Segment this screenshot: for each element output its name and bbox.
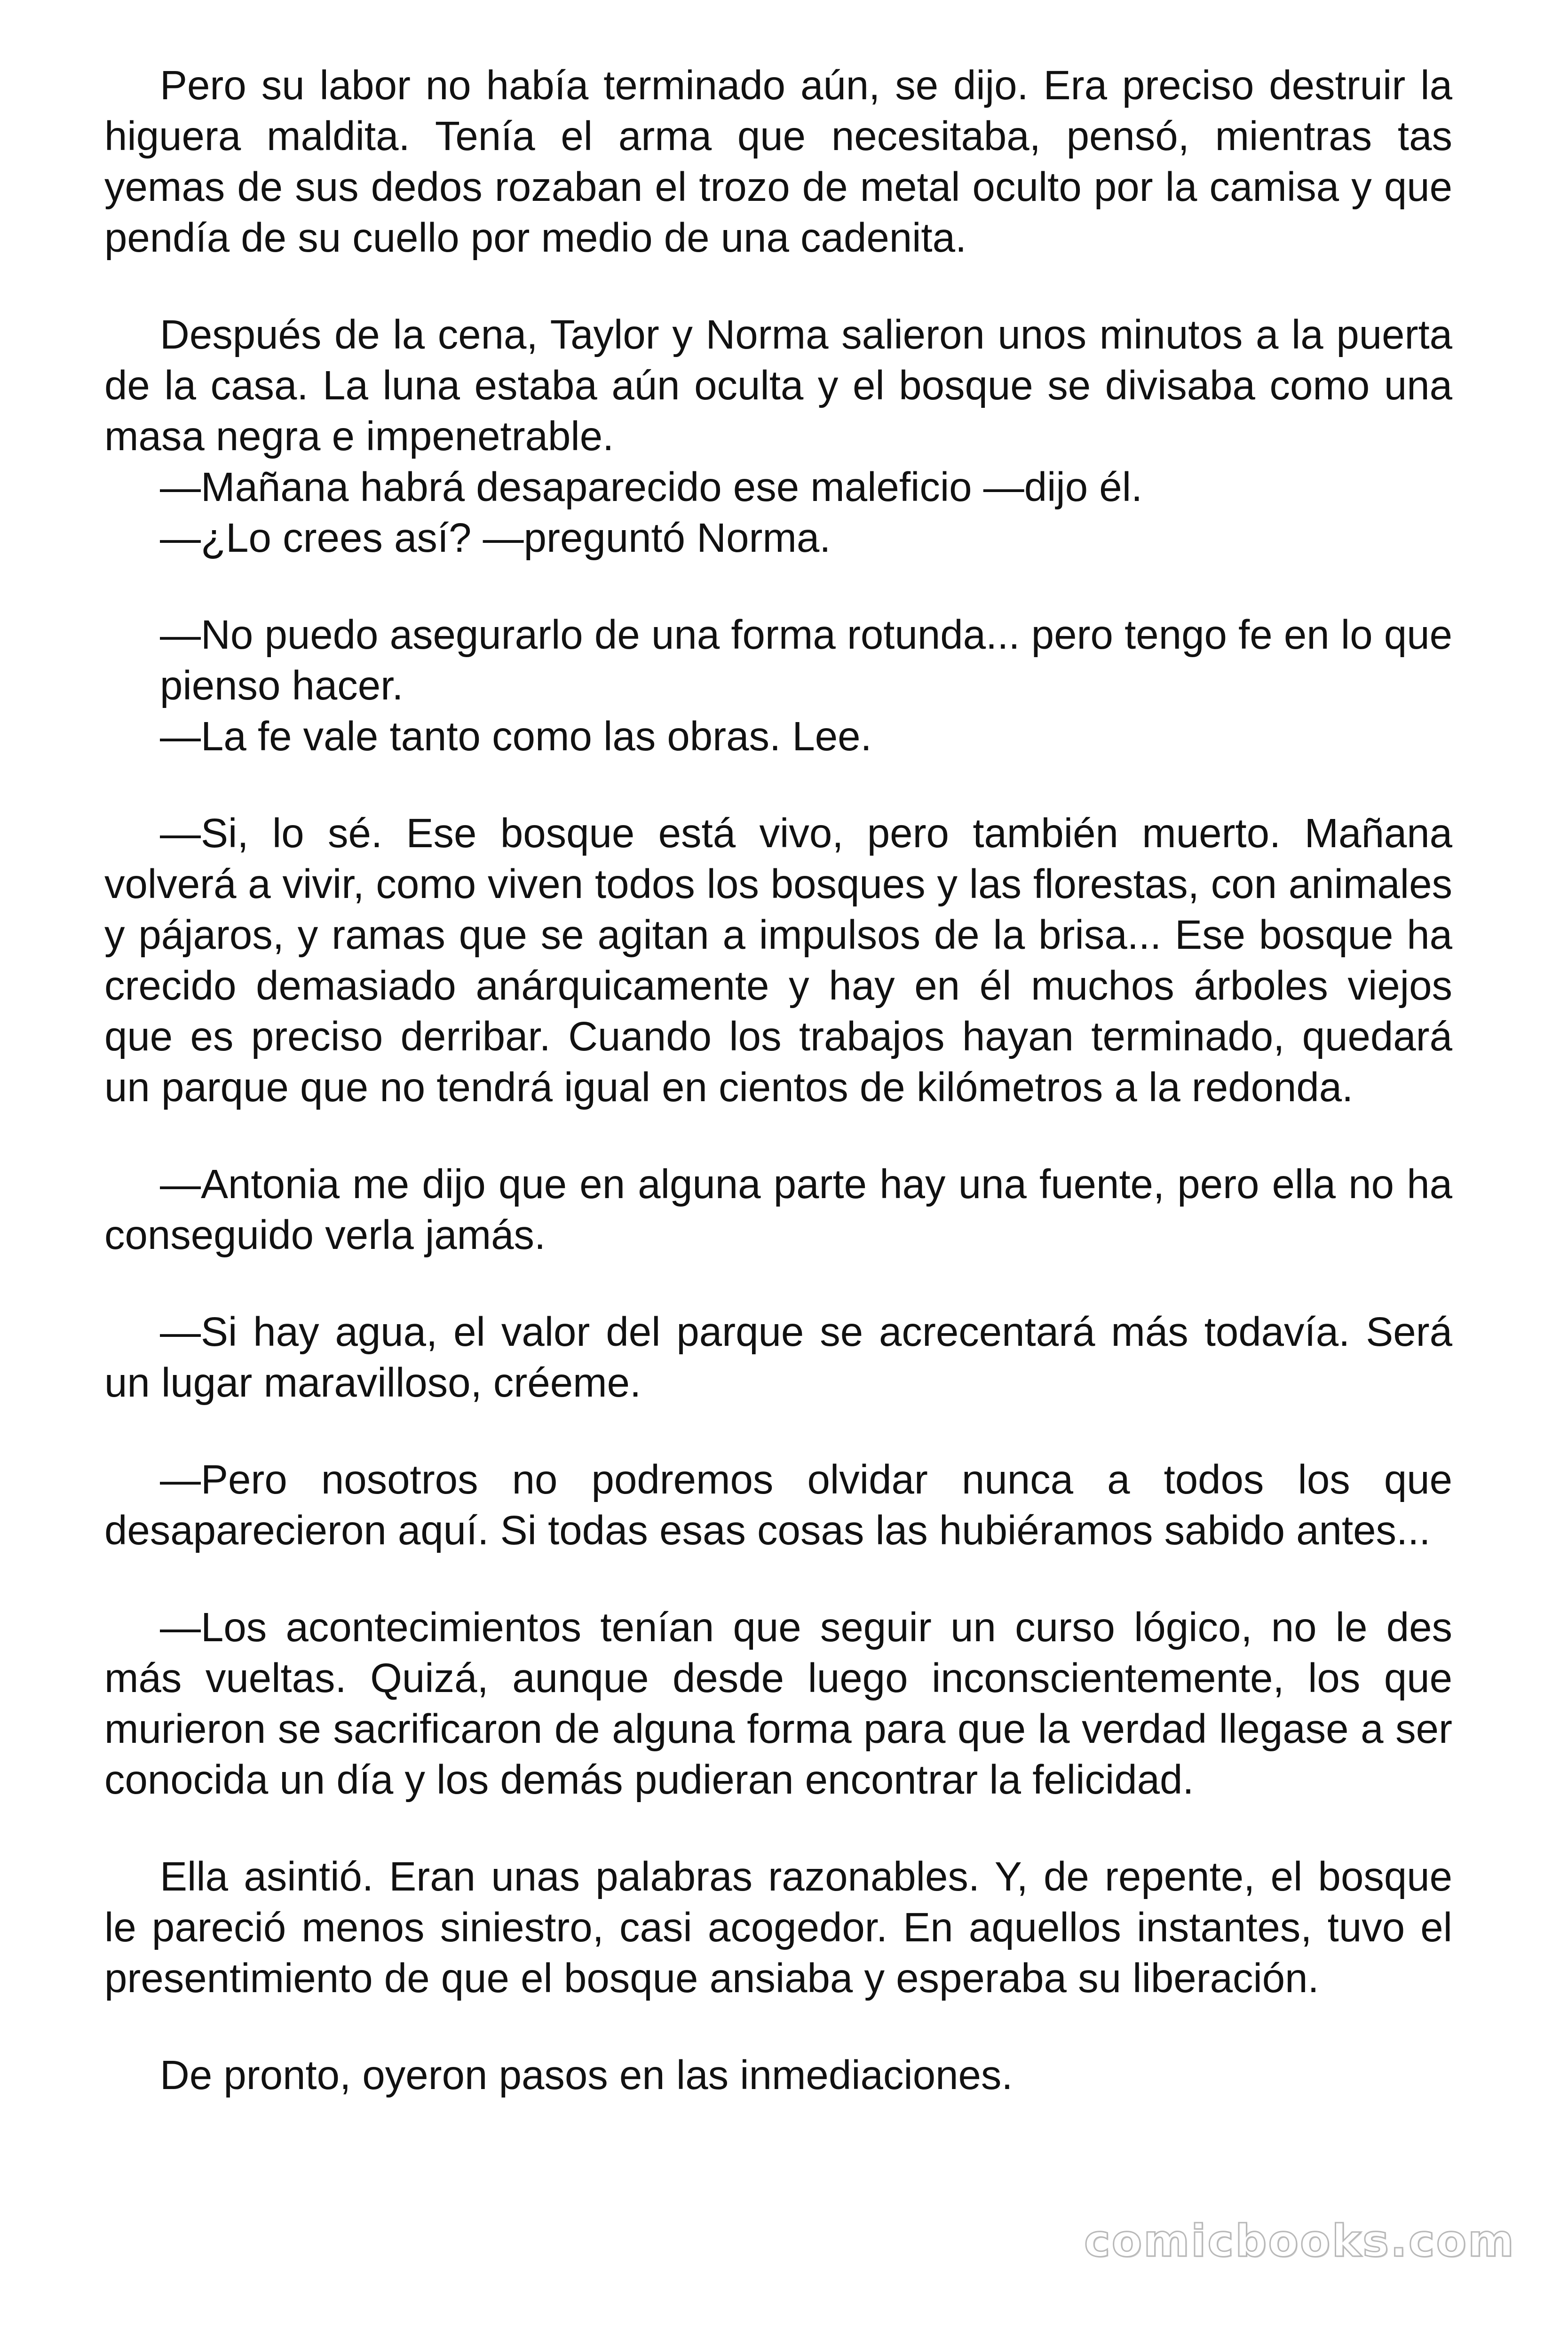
- page-body: [104, 60, 1452, 2147]
- paragraph-4: —¿Lo crees así? —preguntó Norma.: [160, 515, 831, 561]
- paragraph-1: Pero su labor no había terminado aún, se dijo. Era preciso destruir la higuera maldita. Tenía el arma que necesitaba, pensó, mientras tas yemas de sus dedos rozaban el trozo de metal oculto por la camisa y que pendía de su cuello por medio de una cadenita.: [104, 63, 1452, 261]
- paragraph-3: —Mañana habrá desaparecido ese maleficio —dijo él.: [160, 464, 1143, 510]
- paragraph-10: —Pero nosotros no podremos olvidar nunca a todos los que desaparecieron aquí. Si todas esas cosas las hubiéramos sabido antes...: [104, 1457, 1452, 1553]
- paragraph-13: De pronto, oyeron pasos en las inmediaciones.: [160, 2052, 1013, 2098]
- paragraph-7: —Si, lo sé. Ese bosque está vivo, pero también muerto. Mañana volverá a vivir, como viven todos los bosques y las florestas, con animales y pájaros, y ramas que se agitan a impulsos de la brisa... Ese bosque ha crecido demasiado anárquicamente y hay en él muchos árboles viejos que es preciso derribar. Cuando los trabajos hayan terminado, quedará un parque que no tendrá igual en cientos de kilómetros a la redonda.: [104, 810, 1452, 1110]
- watermark: comicbooks.com: [1084, 2216, 1515, 2267]
- paragraph-11: —Los acontecimientos tenían que seguir un curso lógico, no le des más vueltas. Quizá, aunque desde luego inconscientemente, los que murieron se sacrificaron de alguna forma para que la verdad llegase a ser conocida un día y los demás pudieran encontrar la felicidad.: [104, 1605, 1452, 1803]
- paragraph-group-2: [104, 310, 1452, 564]
- paragraph-8: —Antonia me dijo que en alguna parte hay una fuente, pero ella no ha conseguido verla jamás.: [104, 1161, 1452, 1258]
- paragraph-2: Después de la cena, Taylor y Norma salieron unos minutos a la puerta de la casa. La luna estaba aún oculta y el bosque se divisaba como una masa negra e impenetrable.: [104, 312, 1452, 459]
- paragraph-group-3: [104, 610, 1452, 762]
- paragraph-9: —Si hay agua, el valor del parque se acrecentará más todavía. Será un lugar maravilloso, créeme.: [104, 1309, 1452, 1406]
- paragraph-6: —La fe vale tanto como las obras. Lee.: [160, 714, 872, 759]
- paragraph-12: Ella asintió. Eran unas palabras razonables. Y, de repente, el bosque le pareció menos siniestro, casi acogedor. En aquellos instantes, tuvo el presentimiento de que el bosque ansiaba y esperaba su liberación.: [104, 1854, 1452, 2001]
- paragraph-5: —No puedo asegurarlo de una forma rotunda... pero tengo fe en lo que pienso hacer.: [160, 612, 1452, 708]
